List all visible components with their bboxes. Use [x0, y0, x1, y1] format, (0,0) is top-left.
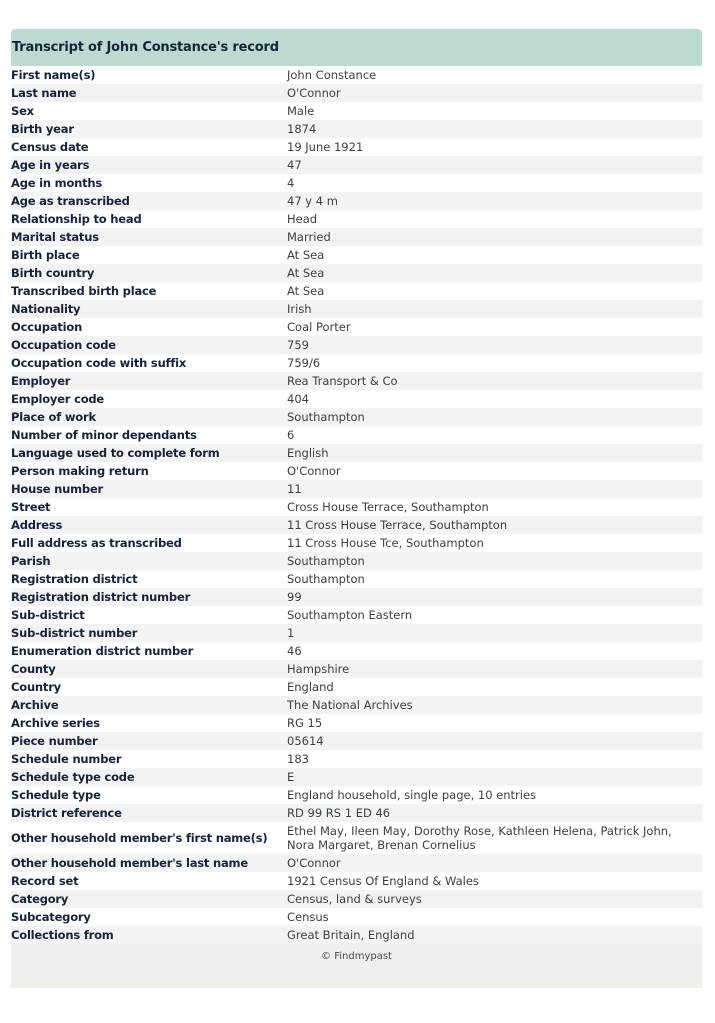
field-value: Southampton: [287, 572, 365, 586]
field-value: The National Archives: [287, 698, 413, 712]
table-row: [11, 498, 702, 516]
table-row: [11, 534, 702, 552]
field-value: John Constance: [287, 68, 377, 82]
table-row: [11, 516, 702, 534]
field-value: Male: [287, 104, 315, 118]
table-row: [11, 174, 702, 192]
table-row: [11, 354, 702, 372]
field-value: Great Britain, England: [287, 928, 415, 942]
field-label: Parish: [11, 554, 51, 568]
field-label: Archive series: [11, 716, 100, 730]
field-label: Collections from: [11, 928, 114, 942]
field-value: 46: [287, 644, 302, 658]
table-row: [11, 678, 702, 696]
field-value: Rea Transport & Co: [287, 374, 398, 388]
field-label: Birth year: [11, 122, 74, 136]
field-value: 47 y 4 m: [287, 194, 338, 208]
field-value: Ethel May, Ileen May, Dorothy Rose, Kathleen Helena, Patrick John, Nora Margaret, Brenan Cornelius: [287, 824, 672, 852]
field-value: 11 Cross House Tce, Southampton: [287, 536, 484, 550]
copyright-footer: © Findmypast: [321, 951, 392, 962]
field-value: 19 June 1921: [287, 140, 364, 154]
field-value: England household, single page, 10 entries: [287, 788, 537, 802]
field-value: RG 15: [287, 716, 323, 730]
field-value: O'Connor: [287, 86, 341, 100]
table-row: [11, 872, 702, 890]
field-value: England: [287, 680, 334, 694]
table-row: [11, 750, 702, 768]
table-row: [11, 660, 702, 678]
field-value: Southampton: [287, 554, 365, 568]
field-label: Subcategory: [11, 910, 91, 924]
field-label: Place of work: [11, 410, 96, 424]
field-label: Full address as transcribed: [11, 536, 182, 550]
field-value: Irish: [287, 302, 312, 316]
field-label: Occupation code: [11, 338, 116, 352]
field-label: Address: [11, 518, 63, 532]
table-row: [11, 264, 702, 282]
table-row: [11, 606, 702, 624]
field-value: Hampshire: [287, 662, 350, 676]
table-row: [11, 624, 702, 642]
field-value: Census, land & surveys: [287, 892, 422, 906]
field-value: Southampton: [287, 410, 365, 424]
table-row: [11, 66, 702, 84]
field-label: Marital status: [11, 230, 99, 244]
table-row: [11, 282, 702, 300]
field-value: At Sea: [287, 266, 325, 280]
field-value: 6: [287, 428, 295, 442]
table-row: [11, 480, 702, 498]
table-row: [11, 156, 702, 174]
table-row: [11, 318, 702, 336]
field-value: Census: [287, 910, 329, 924]
field-label: County: [11, 662, 56, 676]
table-row: [11, 408, 702, 426]
table-row: [11, 336, 702, 354]
field-label: Schedule type: [11, 788, 101, 802]
field-value: Coal Porter: [287, 320, 351, 334]
field-value: 1: [287, 626, 295, 640]
table-row: [11, 696, 702, 714]
table-row: [11, 210, 702, 228]
page-title: Transcript of John Constance's record: [12, 40, 279, 55]
field-value: Cross House Terrace, Southampton: [287, 500, 489, 514]
field-label: Language used to complete form: [11, 446, 220, 460]
field-label: Record set: [11, 874, 79, 888]
table-row: [11, 714, 702, 732]
field-label: Relationship to head: [11, 212, 142, 226]
field-label: Other household member's last name: [11, 856, 248, 870]
field-label: Transcribed birth place: [11, 284, 157, 298]
field-value: 1874: [287, 122, 317, 136]
field-label: Occupation code with suffix: [11, 356, 187, 370]
table-row: [11, 926, 702, 944]
field-value: Married: [287, 230, 331, 244]
field-label: Sub-district number: [11, 626, 138, 640]
table-row: [11, 908, 702, 926]
table-row: [11, 890, 702, 908]
table-row: [11, 804, 702, 822]
field-label: Occupation: [11, 320, 83, 334]
field-value: English: [287, 446, 329, 460]
table-row: [11, 732, 702, 750]
field-label: Other household member's first name(s): [11, 831, 268, 845]
field-label: First name(s): [11, 68, 96, 82]
field-label: Enumeration district number: [11, 644, 194, 658]
field-value: 759: [287, 338, 309, 352]
field-value: 99: [287, 590, 302, 604]
field-label: Birth country: [11, 266, 95, 280]
field-label: Person making return: [11, 464, 149, 478]
field-value: Southampton Eastern: [287, 608, 413, 622]
field-value: At Sea: [287, 248, 325, 262]
table-row: [11, 462, 702, 480]
field-value: 759/6: [287, 356, 321, 370]
table-row: [11, 84, 702, 102]
field-value: O'Connor: [287, 464, 341, 478]
field-label: District reference: [11, 806, 122, 820]
field-value: 4: [287, 176, 295, 190]
table-row: [11, 786, 702, 804]
table-row: [11, 300, 702, 318]
field-label: Employer code: [11, 392, 105, 406]
field-value: RD 99 RS 1 ED 46: [287, 806, 391, 820]
field-value: 11: [287, 482, 302, 496]
table-row: [11, 390, 702, 408]
table-row: [11, 372, 702, 390]
table-row: [11, 138, 702, 156]
record-header: [11, 29, 702, 66]
table-row: [11, 768, 702, 786]
field-label: Last name: [11, 86, 77, 100]
field-label: Schedule number: [11, 752, 122, 766]
field-label: Country: [11, 680, 61, 694]
field-value: Head: [287, 212, 318, 226]
table-row: [11, 642, 702, 660]
record-table: [11, 66, 702, 944]
field-value: O'Connor: [287, 856, 341, 870]
field-label: Archive: [11, 698, 59, 712]
field-label: Age in months: [11, 176, 103, 190]
table-row: [11, 854, 702, 872]
table-row: [11, 444, 702, 462]
field-value: 183: [287, 752, 309, 766]
field-label: Category: [11, 892, 69, 906]
field-label: Sex: [11, 104, 34, 118]
field-label: Age as transcribed: [11, 194, 130, 208]
field-value: 1921 Census Of England & Wales: [287, 874, 479, 888]
table-row: [11, 822, 702, 854]
field-label: Age in years: [11, 158, 90, 172]
field-value: 47: [287, 158, 302, 172]
table-row: [11, 570, 702, 588]
field-label: Nationality: [11, 302, 81, 316]
field-value: At Sea: [287, 284, 325, 298]
table-row: [11, 228, 702, 246]
table-row: [11, 102, 702, 120]
field-label: Sub-district: [11, 608, 85, 622]
table-row: [11, 588, 702, 606]
field-label: House number: [11, 482, 104, 496]
field-label: Number of minor dependants: [11, 428, 197, 442]
field-value: E: [287, 770, 295, 784]
field-label: Street: [11, 500, 51, 514]
table-row: [11, 426, 702, 444]
field-label: Birth place: [11, 248, 80, 262]
field-label: Employer: [11, 374, 71, 388]
record-card: [11, 29, 702, 988]
field-label: Census date: [11, 140, 89, 154]
field-label: Registration district: [11, 572, 138, 586]
table-row: [11, 192, 702, 210]
field-label: Piece number: [11, 734, 98, 748]
field-value: 05614: [287, 734, 324, 748]
table-row: [11, 120, 702, 138]
field-label: Schedule type code: [11, 770, 135, 784]
field-value: 11 Cross House Terrace, Southampton: [287, 518, 508, 532]
field-value: 404: [287, 392, 309, 406]
table-row: [11, 246, 702, 264]
table-row: [11, 552, 702, 570]
field-label: Registration district number: [11, 590, 191, 604]
